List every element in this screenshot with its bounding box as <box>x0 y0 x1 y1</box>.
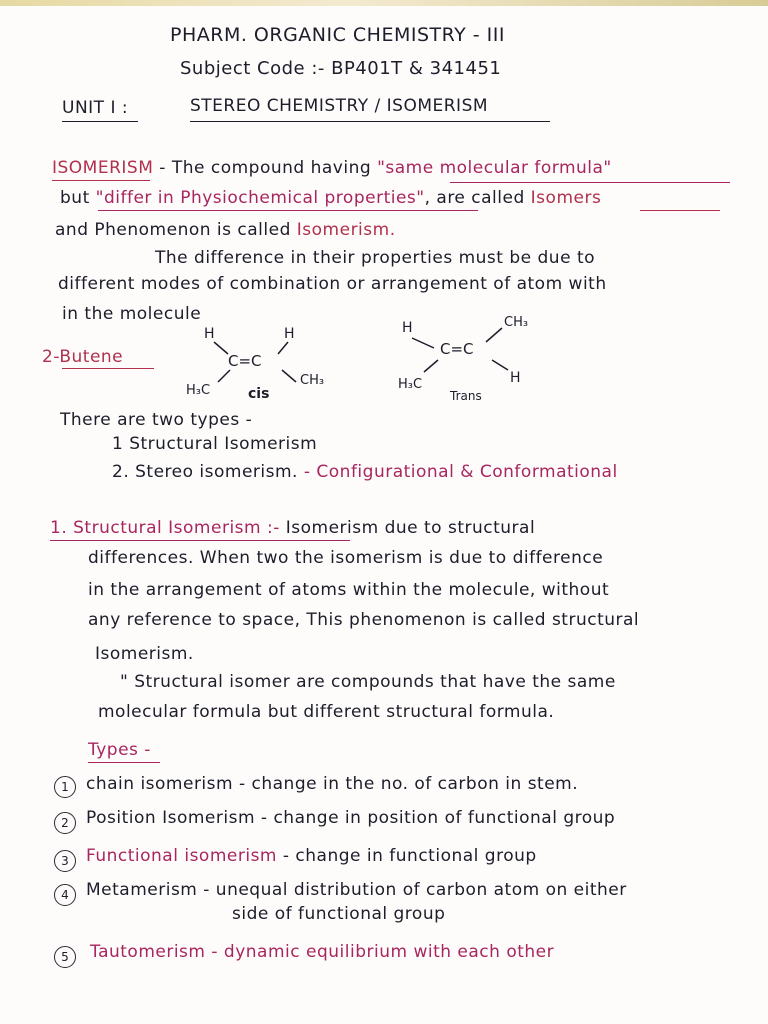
butene-label: 2-Butene <box>42 347 124 367</box>
item-number-1: 1 <box>54 776 76 798</box>
item-number-2: 2 <box>54 812 76 834</box>
trans-h-left: H <box>402 320 413 336</box>
cis-label: cis <box>248 386 270 402</box>
formula-underline <box>450 182 730 183</box>
isomers-word: Isomers <box>530 188 602 208</box>
item-number-5: 5 <box>54 946 76 968</box>
cis-double-bond: C=C <box>228 352 262 370</box>
definition-line-2: but "differ in Physiochemical properties", are called Isomers <box>60 188 602 208</box>
term-underline <box>52 180 150 181</box>
item-number-4: 4 <box>54 884 76 906</box>
definition-line-4: The difference in their properties must be due to <box>155 248 596 268</box>
configurational-conformational: - Configurational & Conformational <box>303 462 618 482</box>
cis-ch3-right: CH₃ <box>300 373 325 388</box>
trans-double-bond: C=C <box>440 340 474 358</box>
type-item-position: Position Isomerism - change in position of functional group <box>86 808 616 828</box>
structural-line-1: differences. When two the isomerism is due to difference <box>88 548 604 568</box>
types-heading: Types - <box>88 740 151 760</box>
trans-h-right: H <box>510 370 521 386</box>
structural-isomer-def-2: molecular formula but different structural formula. <box>98 702 555 722</box>
differ-underline <box>98 210 478 211</box>
type-2-stereo: 2. Stereo isomerism. - Configurational & Conformational <box>112 462 618 482</box>
same-molecular-formula: "same molecular formula" <box>377 158 612 178</box>
butene-underline <box>62 368 154 369</box>
definition-line-5: different modes of combination or arrangement of atom with <box>58 274 607 294</box>
type-item-metamerism: Metamerism - unequal distribution of carbon atom on either <box>86 880 627 900</box>
definition-line-3: and Phenomenon is called Isomerism. <box>55 220 396 240</box>
structural-heading-line: 1. Structural Isomerism :- Isomerism due to structural <box>50 518 536 538</box>
unit-label: UNIT I : <box>62 98 129 118</box>
definition-line-6: in the molecule <box>62 304 202 324</box>
structural-heading: 1. Structural Isomerism :- <box>50 518 280 538</box>
trans-ch3-right: CH₃ <box>504 315 529 330</box>
item-number-3: 3 <box>54 850 76 872</box>
unit-label-underline <box>62 121 138 122</box>
type-item-functional: Functional isomerism - change in functional group <box>86 846 537 866</box>
type-1-structural: 1 Structural Isomerism <box>112 434 318 454</box>
page-title: PHARM. ORGANIC CHEMISTRY - III <box>170 24 505 46</box>
types-intro: There are two types - <box>60 410 253 430</box>
definition-line-1: ISOMERISM - The compound having "same molecular formula" <box>52 158 612 178</box>
paper-top-edge <box>0 0 768 6</box>
structural-line-2: in the arrangement of atoms within the molecule, without <box>88 580 610 600</box>
cis-ch3-left: H₃C <box>186 383 211 398</box>
type-item-chain: chain isomerism - change in the no. of carbon in stem. <box>86 774 579 794</box>
isomers-underline <box>640 210 720 211</box>
type-item-metamerism-cont: side of functional group <box>232 904 446 924</box>
term-isomerism: ISOMERISM <box>52 158 154 178</box>
types-heading-underline <box>88 762 160 763</box>
unit-title-underline <box>190 121 550 122</box>
trans-ch3-left: H₃C <box>398 377 423 392</box>
structural-isomer-def-1: " Structural isomer are compounds that have the same <box>120 672 616 692</box>
cis-butene-structure <box>170 318 370 404</box>
cis-h-left: H <box>204 326 215 342</box>
structural-line-4: Isomerism. <box>95 644 194 664</box>
trans-butene-structure <box>390 310 570 406</box>
differ-physiochemical: "differ in Physiochemical properties" <box>95 188 425 208</box>
subject-code: Subject Code :- BP401T & 341451 <box>180 58 502 79</box>
isomerism-word: Isomerism. <box>296 220 396 240</box>
structural-heading-underline <box>50 540 350 541</box>
structural-line-3: any reference to space, This phenomenon is called structural <box>88 610 640 630</box>
cis-h-right: H <box>284 326 295 342</box>
unit-title: STEREO CHEMISTRY / ISOMERISM <box>190 96 489 116</box>
type-item-tautomerism: Tautomerism - dynamic equilibrium with each other <box>90 942 555 962</box>
trans-label: Trans <box>450 389 482 403</box>
